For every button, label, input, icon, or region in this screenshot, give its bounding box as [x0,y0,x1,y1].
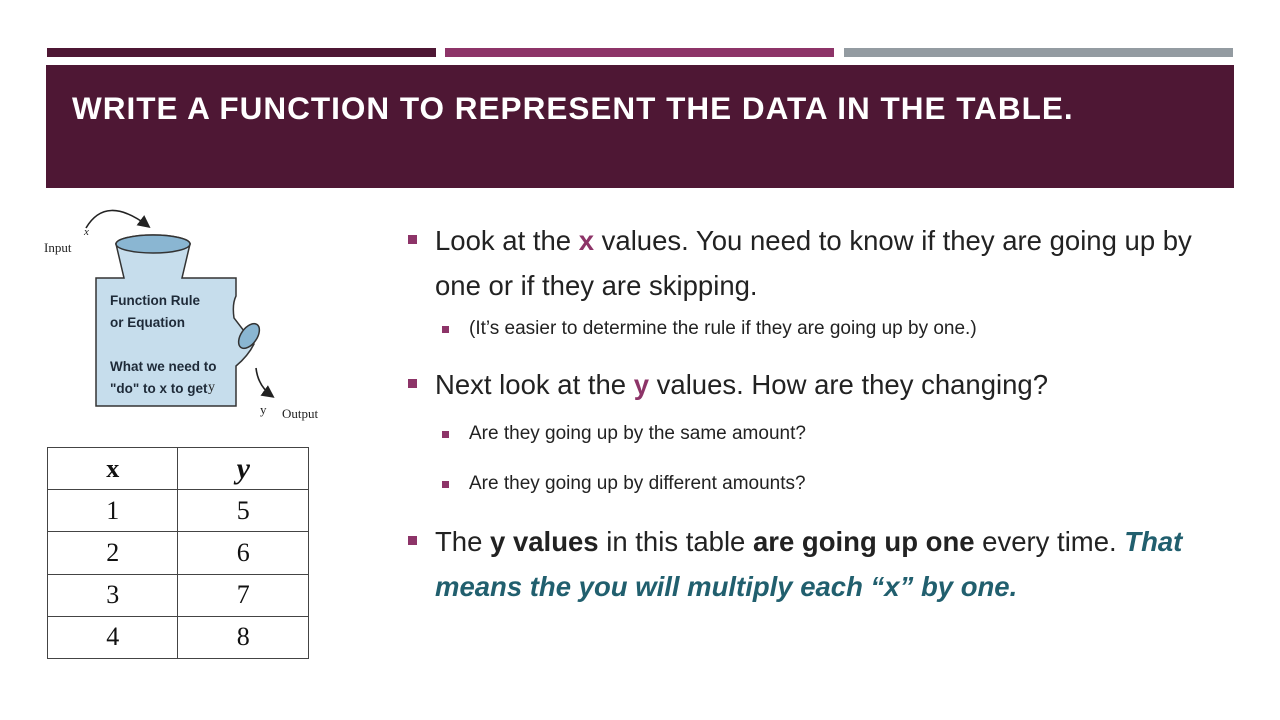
cell-y: 6 [178,532,309,574]
table-row [48,616,309,658]
cell-x: 3 [48,574,178,616]
top-accent-bar-dark [47,48,436,57]
xy-data-table [47,447,309,659]
subbullet-easier-rule: (It’s easier to determine the rule if they are going up by one.) [405,314,1245,344]
cell-y: 8 [178,616,309,658]
subbullet-different-amounts: Are they going up by different amounts? [405,469,1245,499]
x-highlight: x [578,225,595,256]
bullet-look-at-y: Next look at the y values. How are they changing? [405,362,1245,407]
function-machine-diagram [36,196,326,426]
rule-line-3: What we need to [110,359,217,374]
rule-line-4: "do" to x to get [110,381,208,396]
subbullet-same-amount: Are they going up by the same amount? [405,419,1245,449]
table-row [48,574,309,616]
title-band [46,65,1234,188]
bullet-look-at-x: Look at the x values. You need to know if they are going up by one or if they are skipping. [405,218,1245,308]
input-label: Input [44,240,72,255]
header-y: y [178,448,309,490]
top-accent-bar-gray [844,48,1233,57]
rule-y-label: y [208,380,215,395]
cell-y: 5 [178,490,309,532]
output-y-label: y [260,402,267,417]
table-row [48,532,309,574]
rule-line-2: or Equation [110,315,185,330]
slide-title: WRITE A FUNCTION TO REPRESENT THE DATA IN THE TABLE. [72,90,1074,126]
cell-x: 4 [48,616,178,658]
table-header-row [48,448,309,490]
input-x-label: x [84,226,89,238]
header-x: x [48,448,178,490]
output-label: Output [282,406,319,421]
table-row [48,490,309,532]
cell-x: 1 [48,490,178,532]
cell-x: 2 [48,532,178,574]
bullet-content [405,218,1245,615]
top-accent-bar-magenta [445,48,834,57]
rule-line-1: Function Rule [110,293,200,308]
conclusion-highlight: That means the you will multiply each “x” by one. [435,526,1183,602]
y-highlight: y [633,369,650,400]
bullet-conclusion: The y values in this table are going up one every time. That means the you will multiply each “x” by one. [405,519,1245,609]
cell-y: 7 [178,574,309,616]
